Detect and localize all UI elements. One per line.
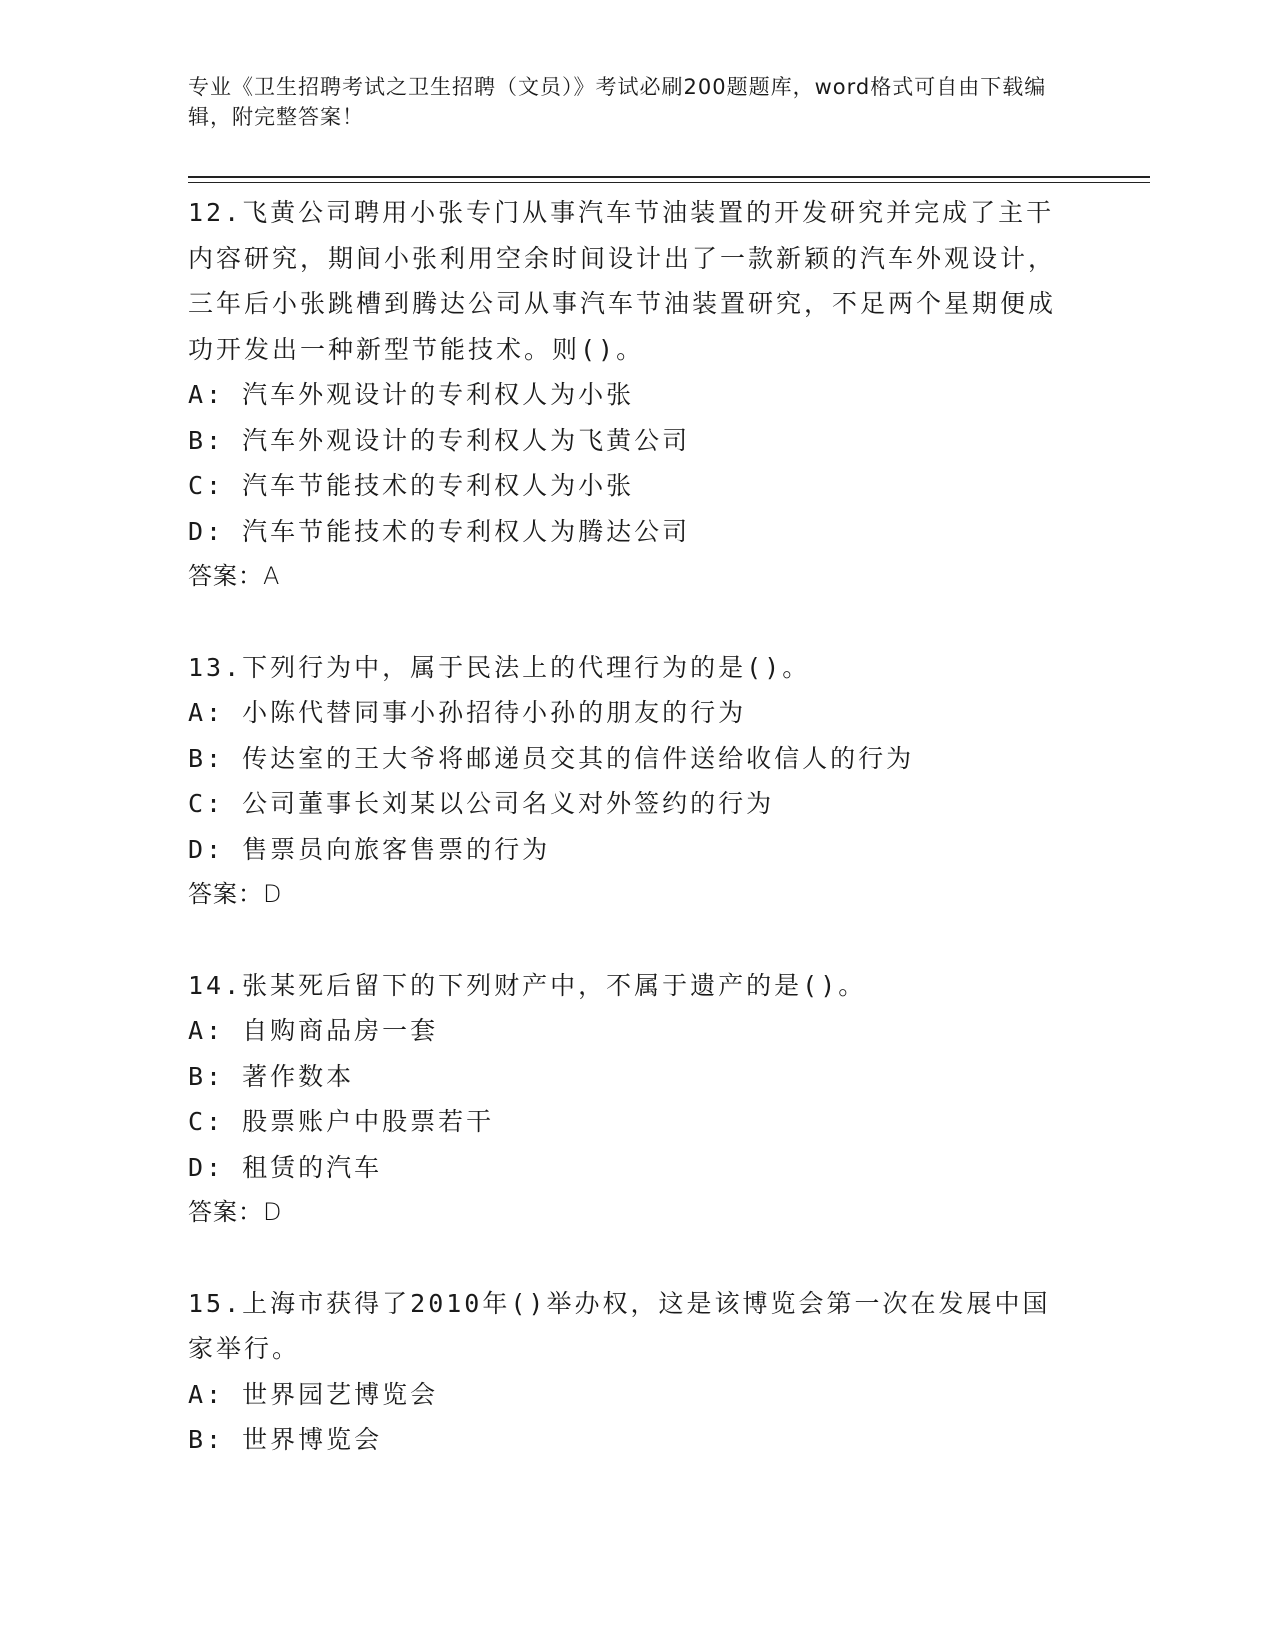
header-divider-thick bbox=[188, 176, 1150, 178]
option-d: D: 租赁的汽车 bbox=[188, 1152, 383, 1182]
question-stem: 15.上海市获得了2010年()举办权，这是该博览会第一次在发展中国家举行。 bbox=[188, 1288, 1051, 1363]
option-b: B: 传达室的王大爷将邮递员交其的信件送给收信人的行为 bbox=[188, 743, 915, 773]
option-d: D: 汽车节能技术的专利权人为腾达公司 bbox=[188, 516, 691, 546]
question-14 bbox=[188, 963, 1088, 1236]
option-a: A: 小陈代替同事小孙招待小孙的朋友的行为 bbox=[188, 698, 747, 727]
answer: 答案：D bbox=[188, 1198, 283, 1226]
question-stem: 13.下列行为中，属于民法上的代理行为的是()。 bbox=[188, 652, 811, 682]
option-b: B: 汽车外观设计的专利权人为飞黄公司 bbox=[188, 425, 691, 455]
option-c: C: 公司董事长刘某以公司名义对外签约的行为 bbox=[188, 789, 775, 818]
option-a: A: 自购商品房一套 bbox=[188, 1016, 439, 1045]
spacer bbox=[188, 600, 1088, 645]
option-d: D: 售票员向旅客售票的行为 bbox=[188, 834, 551, 864]
document-header: 专业《卫生招聘考试之卫生招聘（文员）》考试必刷200题题库，word格式可自由下载编辑，附完整答案！ bbox=[188, 75, 1047, 129]
question-stem: 12.飞黄公司聘用小张专门从事汽车节油装置的开发研究并完成了主干内容研究，期间小张利用空余时间设计出了一款新颖的汽车外观设计，三年后小张跳槽到腾达公司从事汽车节油装置研究，不足两个星期便成功开发出一种新型节能技术。则()。 bbox=[188, 198, 1057, 364]
spacer bbox=[188, 918, 1088, 963]
header-divider-thin bbox=[188, 182, 1150, 183]
answer: 答案：A bbox=[188, 562, 281, 590]
option-c: C: 股票账户中股票若干 bbox=[188, 1107, 495, 1136]
option-a: A: 世界园艺博览会 bbox=[188, 1379, 439, 1409]
question-12 bbox=[188, 190, 1088, 600]
question-stem: 14.张某死后留下的下列财产中，不属于遗产的是()。 bbox=[188, 970, 867, 1000]
spacer bbox=[188, 1236, 1088, 1281]
question-list bbox=[188, 190, 1088, 1463]
option-b: B: 世界博览会 bbox=[188, 1425, 383, 1454]
question-15 bbox=[188, 1281, 1088, 1463]
answer: 答案：D bbox=[188, 880, 283, 908]
option-c: C: 汽车节能技术的专利权人为小张 bbox=[188, 471, 635, 500]
question-13 bbox=[188, 645, 1088, 918]
option-a: A: 汽车外观设计的专利权人为小张 bbox=[188, 380, 635, 409]
option-b: B: 著作数本 bbox=[188, 1061, 355, 1091]
